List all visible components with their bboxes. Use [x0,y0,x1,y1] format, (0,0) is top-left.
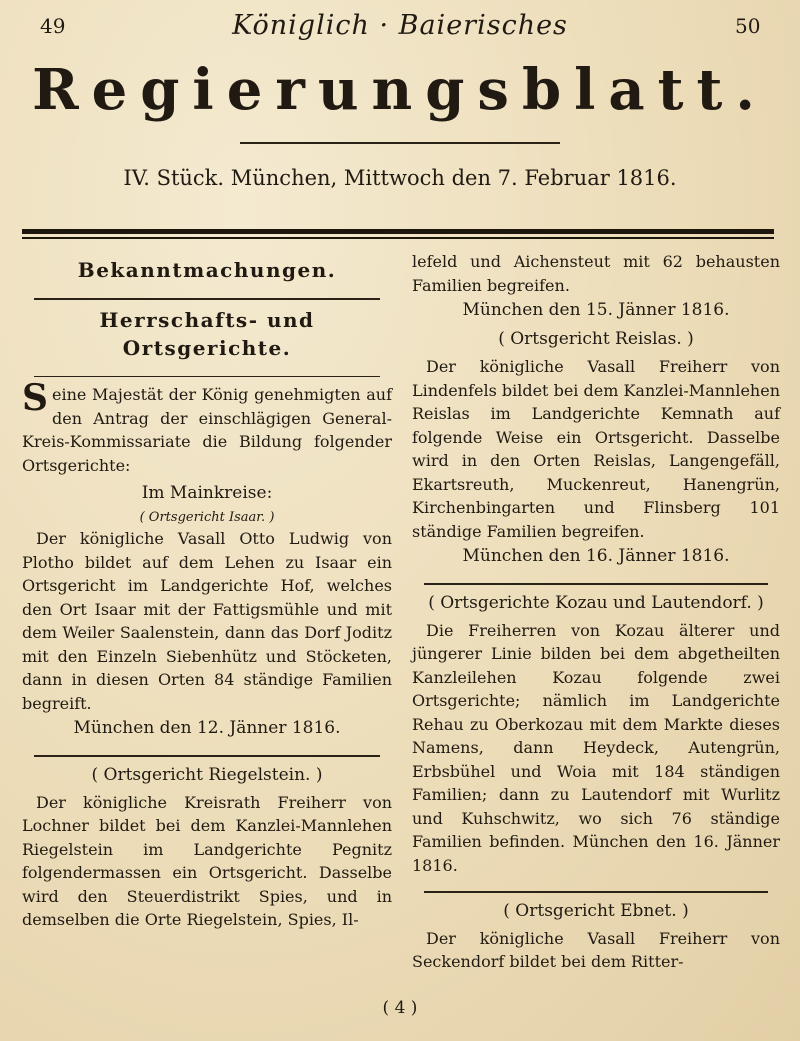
section-rule [34,298,380,300]
court-label-reislas: ( Ortsgericht Reislas. ) [498,329,694,349]
court-rule-3 [424,891,768,893]
subsection-title: Herrschafts- und Ortsgerichte. [99,307,315,360]
left-column [22,250,392,932]
right-column [412,250,780,974]
masthead-rule [240,142,560,144]
court-label-riegelstein: ( Ortsgericht Riegelstein. ) [91,764,323,785]
court-text-ebnet: Der königliche Vasall Freiherr von Seckendorf bildet bei dem Ritter- [412,928,780,971]
court-rule-1 [34,755,380,757]
region-heading: Im Mainkreise: [141,483,273,503]
header-divider-thick [22,229,774,234]
court-text-kozau: Die Freiherren von Kozau älterer und jüngerer Linie bilden bei dem abgetheilten Kanzleilehen Kozau folgende zwei Ortsgerichte; nämlich im Landgerichte Rehau zu Oberkozau mit dem Markte dieses Namens, dann Heydeck, Autengrün, Erbsbühel und Woia mit 184 ständigen Familien; dann zu Lautendorf mit Wurlitz und Kuhschwitz, wo sich 76 ständige Familien befinden. München den 16. Jänner 1816. [412,620,780,875]
issue-line: IV. Stück. München, Mittwoch den 7. Februar 1816. [123,166,677,190]
court-rule-2 [424,583,768,585]
page-number-right: 50 [735,14,761,38]
subsection-rule [34,376,380,378]
signature-mark: ( 4 ) [382,998,418,1018]
court-text-riegelstein: Der königliche Kreisrath Freiherr von Lochner bildet bei dem Kanzlei-Mannlehen Riegelstein im Landgerichte Pegnitz folgendermassen ein Ortsgericht. Dasselbe wird den Steuerdistrikt Spies, und in demselben die Orte Riegelstein, Spies, Il- [22,792,392,929]
intro-paragraph: Seine Majestät der König genehmigten auf den Antrag der einschlägigen General-Kreis-Kommissariate die Bildung folgender Ortsgerichte: [22,377,392,475]
masthead-kicker: Königlich · Baierisches [232,10,568,41]
court-label-kozau: ( Ortsgerichte Kozau und Lautendorf. ) [428,592,764,613]
court-label-isaar: ( Ortsgericht Isaar. ) [139,510,275,525]
court-text-isaar: Der königliche Vasall Otto Ludwig von Plotho bildet auf dem Lehen zu Isaar ein Ortsgericht im Landgerichte Hof, welches den Ort Isaar mit der Fattigsmühle und mit dem Weiler Saalenstein, dann das Dorf Joditz mit den Einzeln Siebenhütz und Stöcketen, dann in diesen Orten 84 ständige Familien begreift. [22,529,392,713]
court-date-reislas: München den 16. Jänner 1816. [462,546,730,566]
continued-text: lefeld und Aichensteut mit 62 behausten Familien begreifen. [412,252,780,295]
court-label-ebnet: ( Ortsgericht Ebnet. ) [503,900,689,921]
court-text-reislas: Der königliche Vasall Freiherr von Lindenfels bildet bei dem Kanzlei-Mannlehen Reislas im Landgerichte Kemnath auf folgende Weise ein Ortsgericht. Dasselbe wird in den Orten Reislas, Langengefäll, Ekartsreuth, Muckenreut, Hanengrün, Kirchenbingarten und Flinsberg 101 ständige Familien begreifen. [412,357,780,541]
continued-date: München den 15. Jänner 1816. [462,300,730,320]
masthead-title: Regierungsblatt. [32,57,768,123]
page-number-left: 49 [40,14,66,38]
header-divider-thin [22,237,774,239]
section-title: Bekanntmachungen. [77,258,337,282]
court-date-isaar: München den 12. Jänner 1816. [73,718,341,738]
